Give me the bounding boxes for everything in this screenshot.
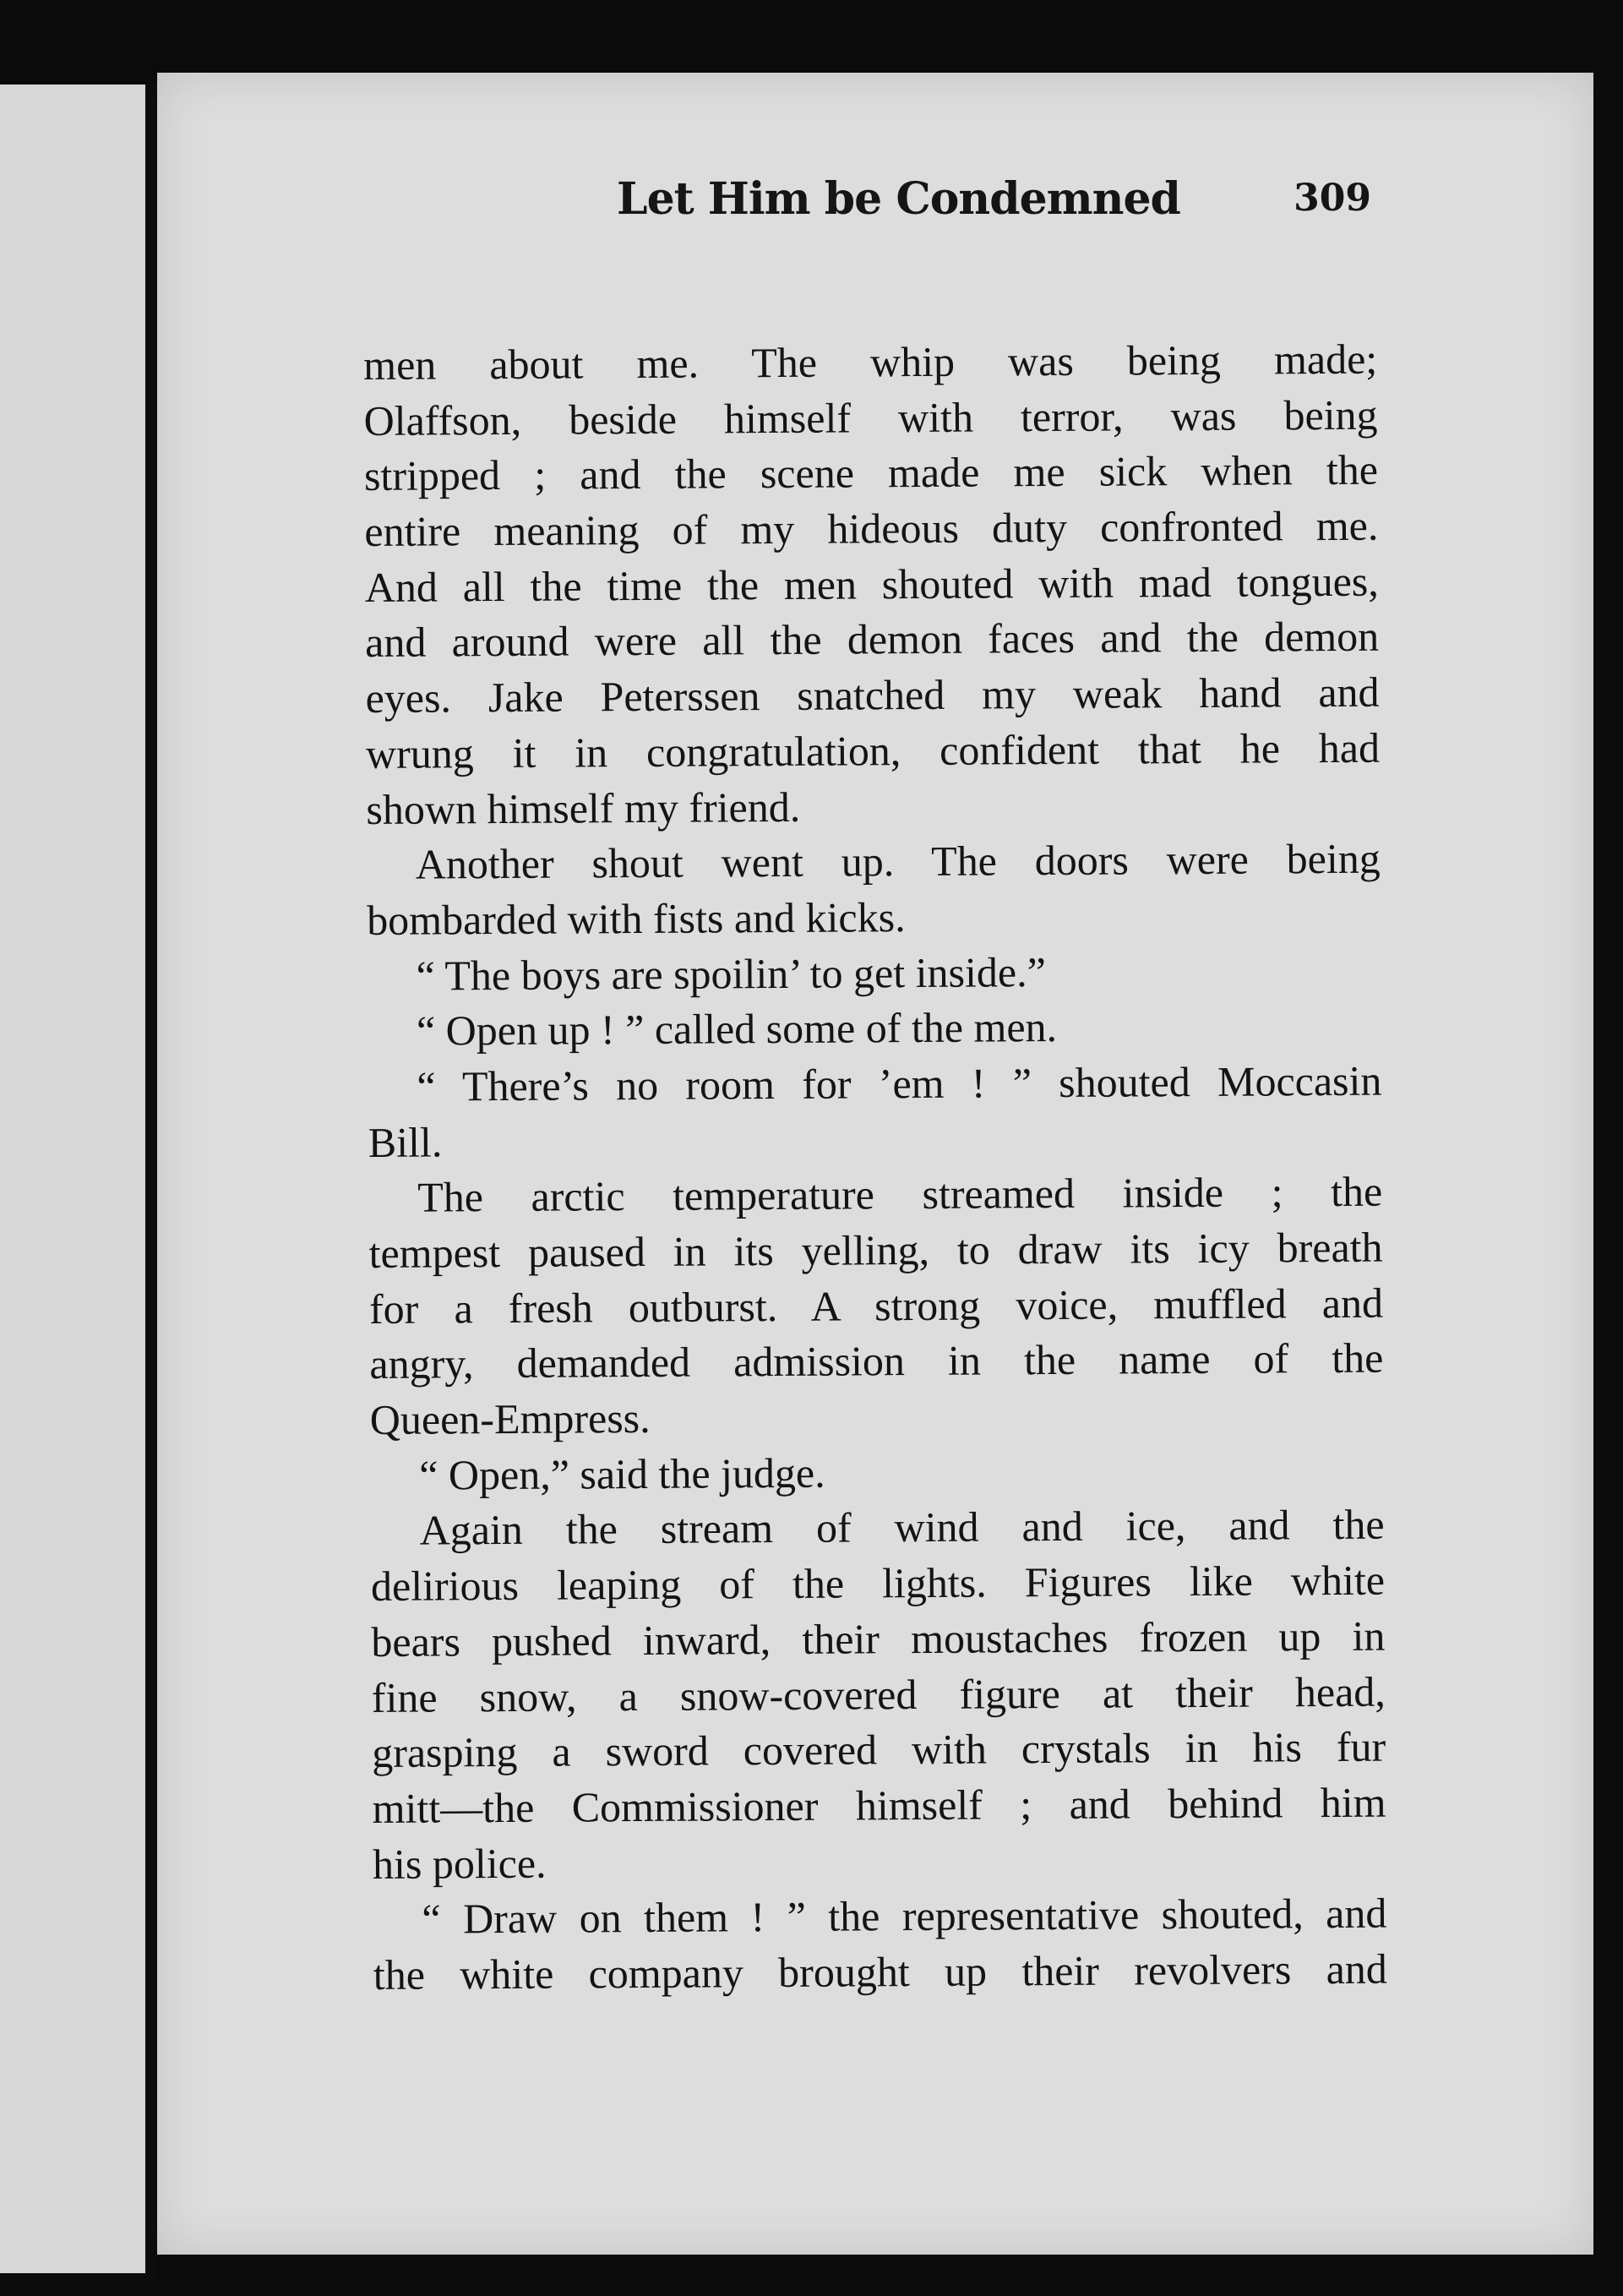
page-number: 309	[1293, 177, 1371, 220]
text-line: bears pushed inward, their moustaches frozen up in	[371, 1612, 1386, 1666]
text-line: angry, demanded admission in the name of the	[369, 1334, 1384, 1388]
text-line: men about me. The whip was being made;	[363, 335, 1378, 389]
text-line: Bill.	[368, 1118, 443, 1166]
running-title: Let Him be Condemned	[617, 173, 1180, 225]
body-text	[363, 332, 1387, 2004]
text-line: And all the time the men shouted with mad tongues,	[364, 557, 1379, 611]
text-line: The arctic temperature streamed inside ; the	[417, 1167, 1383, 1221]
book-spine	[145, 85, 157, 2282]
text-line: fine snow, a snow-covered figure at their head,	[371, 1667, 1386, 1721]
text-line: shown himself my friend.	[366, 783, 801, 833]
running-head	[363, 173, 1371, 241]
text-line: stripped ; and the scene made me sick when the	[363, 446, 1379, 500]
text-line: “ Open up ! ” called some of the men.	[416, 1003, 1058, 1055]
text-line: Another shout went up. The doors were being	[415, 834, 1381, 888]
text-line: wrung it in congratulation, confident that he had	[365, 723, 1381, 777]
text-line: for a fresh outburst. A strong voice, muffled and	[368, 1279, 1384, 1333]
text-line: entire meaning of my hideous duty confronted me.	[364, 501, 1379, 556]
text-line: the white company brought up their revolvers and	[373, 1944, 1387, 1999]
text-line: “ There’s no room for ’em ! ” shouted Moccasin	[417, 1056, 1382, 1110]
text-line: and around were all the demon faces and the demon	[365, 613, 1380, 667]
text-line: “ The boys are spoilin’ to get inside.”	[416, 947, 1046, 1000]
left-page-edge	[0, 85, 148, 2273]
text-line: bombarded with fists and kicks.	[367, 892, 906, 944]
text-line: grasping a sword covered with crystals in his fur	[372, 1722, 1386, 1777]
text-line: eyes. Jake Peterssen snatched my weak hand and	[365, 668, 1380, 723]
text-line: Queen-Empress.	[369, 1394, 651, 1444]
text-line: tempest paused in its yelling, to draw its icy breath	[368, 1223, 1383, 1277]
text-line: “ Draw on them ! ” the representative shouted, and	[422, 1889, 1387, 1943]
text-line: Again the stream of wind and ice, and the	[419, 1501, 1385, 1555]
text-line: his police.	[372, 1839, 547, 1888]
text-line: mitt—the Commissioner himself ; and behind him	[372, 1778, 1386, 1832]
text-line: “ Open,” said the judge.	[419, 1448, 825, 1499]
text-line: delirious leaping of the lights. Figures like white	[370, 1556, 1386, 1611]
text-line: Olaffson, beside himself with terror, was being	[363, 390, 1378, 444]
